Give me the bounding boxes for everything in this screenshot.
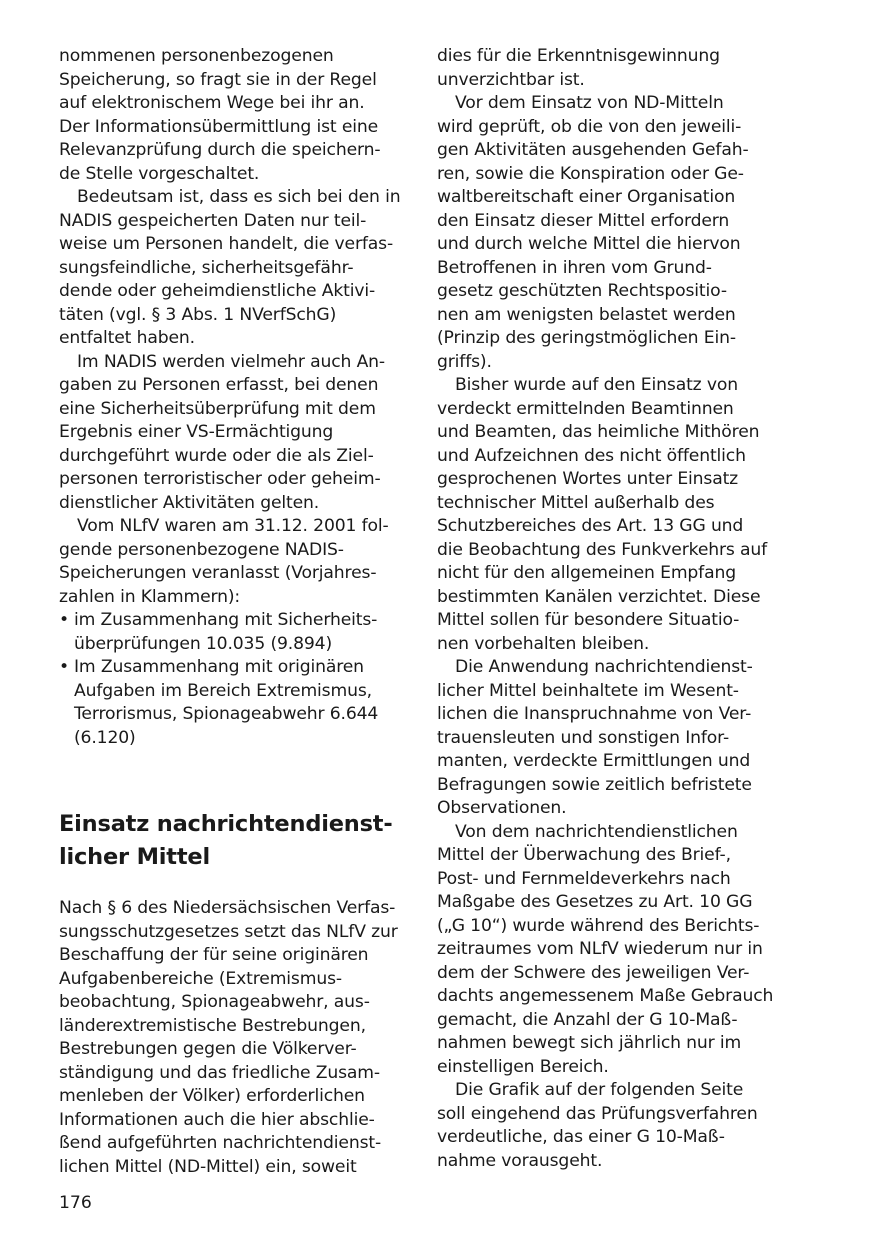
- text-line: nen am wenigsten belastet werden: [437, 304, 736, 325]
- list-item: [59, 609, 404, 656]
- bullet-list: [59, 609, 404, 750]
- text-line: Bestrebungen gegen die Völkerver-: [59, 1039, 357, 1059]
- text-line: NADIS gespeicherten Daten nur teil-: [59, 210, 367, 231]
- heading-line: licher Mittel: [59, 844, 210, 870]
- text-line: Ergebnis einer VS-Ermächtigung: [59, 422, 334, 442]
- text-line: Aufgabenbereiche (Extremismus-: [59, 968, 342, 989]
- section-heading: [59, 808, 404, 874]
- text-line: Relevanzprüfung durch die speichern-: [59, 140, 381, 160]
- text-line: sungsschutzgesetzes setzt das NLfV zur: [59, 921, 398, 942]
- list-item-text: Im Zusammenhang mit originären: [74, 657, 364, 677]
- text-line: ren, sowie die Konspiration oder Ge-: [437, 163, 744, 184]
- text-line: Aufgaben im Bereich Extremismus,: [74, 680, 372, 701]
- text-line: Mittel sollen für besondere Situatio-: [437, 610, 740, 630]
- paragraph: [59, 351, 404, 516]
- text-line: einstelligen Bereich.: [437, 1056, 609, 1077]
- text-line: Mittel der Überwachung des Brief-,: [437, 845, 731, 865]
- text-line: und durch welche Mittel die hiervon: [437, 234, 741, 254]
- paragraph: [437, 1079, 782, 1173]
- text-line: täten (vgl. § 3 Abs. 1 NVerfSchG): [59, 304, 337, 325]
- text-line: zeitraumes vom NLfV wiederum nur in: [437, 939, 763, 959]
- text-line: Informationen auch die hier abschlie-: [59, 1109, 375, 1130]
- right-column: [437, 45, 782, 1173]
- text-line: nahme vorausgeht.: [437, 1150, 603, 1171]
- text-line: Speicherungen veranlasst (Vorjahres-: [59, 563, 377, 583]
- text-line: auf elektronischem Wege bei ihr an.: [59, 93, 365, 113]
- text-line: („G 10“) wurde während des Berichts-: [437, 915, 760, 936]
- text-line: entfaltet haben.: [59, 328, 195, 348]
- text-line: [59, 609, 404, 633]
- list-item: [59, 656, 404, 750]
- paragraph: [437, 656, 782, 821]
- text-line: die Beobachtung des Funkverkehrs auf: [437, 539, 768, 560]
- bullet-icon: •: [59, 657, 69, 677]
- text-line: Vor dem Einsatz von ND-Mitteln: [455, 93, 724, 113]
- paragraph: [59, 186, 404, 351]
- text-line: Die Grafik auf der folgenden Seite: [455, 1080, 744, 1100]
- text-line: trauensleuten und sonstigen Infor-: [437, 727, 729, 748]
- text-line: Der Informationsübermittlung ist eine: [59, 116, 379, 137]
- text-line: Observationen.: [437, 798, 567, 818]
- text-line: gende personenbezogene NADIS-: [59, 539, 344, 560]
- text-line: nen vorbehalten bleiben.: [437, 633, 650, 654]
- text-line: beobachtung, Spionageabwehr, aus-: [59, 992, 370, 1012]
- text-line: eine Sicherheitsüberprüfung mit dem: [59, 398, 376, 419]
- text-line: manten, verdeckte Ermittlungen und: [437, 751, 751, 771]
- text-line: durchgeführt wurde oder die als Ziel-: [59, 445, 374, 466]
- text-line: dem der Schwere des jeweiligen Ver-: [437, 962, 750, 983]
- list-item-text: im Zusammenhang mit Sicherheits-: [74, 610, 378, 630]
- text-line: länderextremistische Bestrebungen,: [59, 1015, 366, 1036]
- text-line: ständigung und das friedliche Zusam-: [59, 1062, 380, 1083]
- text-line: Betroffenen in ihren vom Grund-: [437, 257, 712, 278]
- text-line: lichen Mittel (ND-Mittel) ein, soweit: [59, 1156, 357, 1177]
- text-line: überprüfungen 10.035 (9.894): [74, 633, 333, 654]
- text-line: wird geprüft, ob die von den jeweili-: [437, 116, 742, 137]
- text-line: Speicherung, so fragt sie in der Regel: [59, 69, 377, 90]
- paragraph: [59, 897, 404, 1179]
- text-line: Maßgabe des Gesetzes zu Art. 10 GG: [437, 892, 753, 912]
- text-line: Im NADIS werden vielmehr auch An-: [77, 351, 385, 372]
- text-line: menleben der Völker) erforderlichen: [59, 1086, 365, 1106]
- text-line: Bedeutsam ist, dass es sich bei den in: [77, 187, 401, 207]
- text-line: den Einsatz dieser Mittel erfordern: [437, 210, 730, 231]
- text-line: personen terroristischer oder geheim-: [59, 469, 381, 489]
- text-line: bestimmten Kanälen verzichtet. Diese: [437, 586, 761, 607]
- text-line: dende oder geheimdienstliche Aktivi-: [59, 281, 376, 301]
- paragraph: [59, 45, 404, 186]
- text-line: unverzichtbar ist.: [437, 69, 585, 90]
- text-line: Die Anwendung nachrichtendienst-: [455, 657, 753, 677]
- text-line: (6.120): [74, 727, 136, 748]
- text-line: gen Aktivitäten ausgehenden Gefah-: [437, 140, 749, 160]
- text-line: [59, 656, 404, 680]
- text-line: Terrorismus, Spionageabwehr 6.644: [74, 704, 379, 724]
- text-line: lichen die Inanspruchnahme von Ver-: [437, 704, 752, 724]
- text-line: nahmen bewegt sich jährlich nur im: [437, 1033, 742, 1053]
- text-line: verdeutliche, das einer G 10-Maß-: [437, 1127, 725, 1147]
- bullet-icon: •: [59, 610, 69, 630]
- text-line: weise um Personen handelt, die verfas-: [59, 234, 394, 254]
- paragraph: [437, 374, 782, 656]
- text-line: Beschaffung der für seine originären: [59, 945, 369, 965]
- left-column: [59, 45, 404, 1179]
- paragraph: [437, 92, 782, 374]
- text-line: Schutzbereiches des Art. 13 GG und: [437, 516, 744, 536]
- paragraph: [437, 821, 782, 1080]
- text-line: nicht für den allgemeinen Empfang: [437, 563, 736, 583]
- text-line: sungsfeindliche, sicherheitsgefähr-: [59, 257, 354, 278]
- heading-line: Einsatz nachrichtendienst-: [59, 811, 393, 837]
- text-line: zahlen in Klammern):: [59, 586, 241, 607]
- text-line: ßend aufgeführten nachrichtendienst-: [59, 1133, 382, 1153]
- text-line: dienstlicher Aktivitäten gelten.: [59, 492, 320, 513]
- paragraph: [437, 45, 782, 92]
- text-line: dies für die Erkenntnisgewinnung: [437, 46, 720, 66]
- paragraph: [59, 515, 404, 609]
- text-line: (Prinzip des geringstmöglichen Ein-: [437, 328, 736, 348]
- text-line: dachts angemessenem Maße Gebrauch: [437, 986, 774, 1006]
- text-line: Nach § 6 des Niedersächsischen Verfas-: [59, 898, 396, 918]
- text-line: gesprochenen Wortes unter Einsatz: [437, 469, 739, 489]
- text-line: Vom NLfV waren am 31.12. 2001 fol-: [77, 516, 389, 536]
- text-line: Bisher wurde auf den Einsatz von: [455, 375, 738, 395]
- text-line: licher Mittel beinhaltete im Wesent-: [437, 680, 739, 701]
- text-line: soll eingehend das Prüfungsverfahren: [437, 1103, 758, 1124]
- text-line: de Stelle vorgeschaltet.: [59, 163, 260, 184]
- text-line: gesetz geschützten Rechtspositio-: [437, 281, 727, 301]
- text-line: und Aufzeichnen des nicht öffentlich: [437, 445, 746, 466]
- text-line: waltbereitschaft einer Organisation: [437, 187, 736, 207]
- text-line: Befragungen sowie zeitlich befristete: [437, 774, 752, 795]
- text-line: und Beamten, das heimliche Mithören: [437, 422, 760, 442]
- text-line: griffs).: [437, 351, 492, 372]
- text-line: technischer Mittel außerhalb des: [437, 492, 715, 513]
- text-line: nommenen personenbezogenen: [59, 46, 334, 66]
- text-line: Post- und Fernmeldeverkehrs nach: [437, 868, 731, 889]
- text-line: Von dem nachrichtendienstlichen: [455, 821, 738, 842]
- text-line: verdeckt ermittelnden Beamtinnen: [437, 398, 734, 419]
- text-line: gaben zu Personen erfasst, bei denen: [59, 375, 379, 395]
- text-line: gemacht, die Anzahl der G 10-Maß-: [437, 1009, 738, 1030]
- page-number: 176: [59, 1193, 92, 1213]
